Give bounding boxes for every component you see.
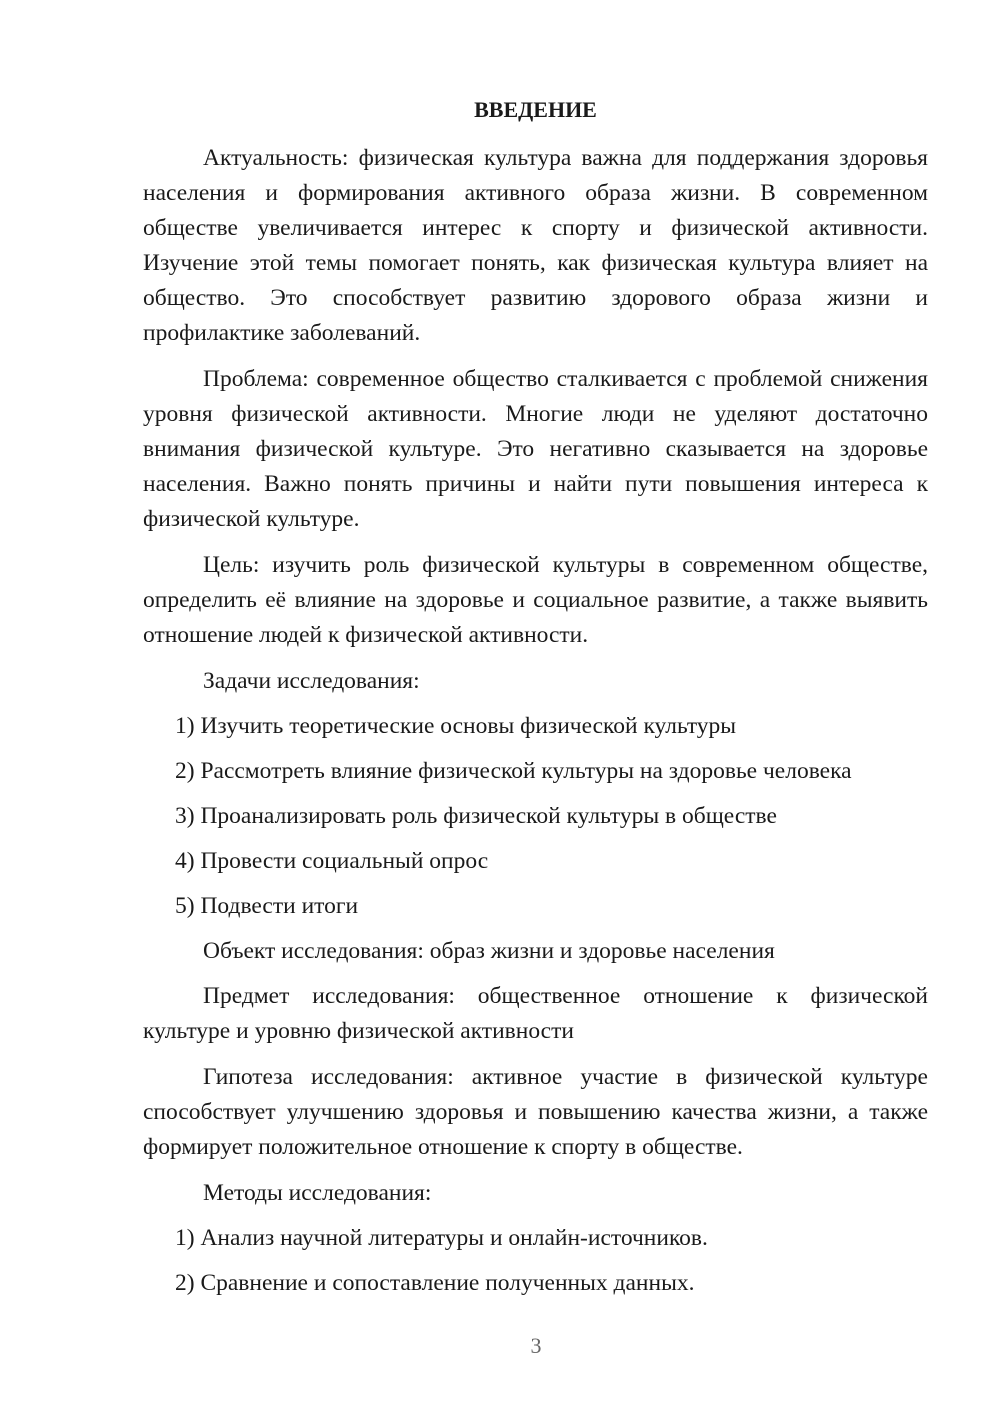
hypothesis-paragraph: Гипотеза исследования: активное участие в физической культуре способствует улучшению здоровья и повышению качества жизни, а также формирует положительное отношение к спорту в обществе.: [143, 1064, 928, 1160]
methods-heading: Методы исследования:: [203, 1180, 432, 1206]
list-item: 2) Рассмотреть влияние физической культуры на здоровье человека: [175, 758, 852, 784]
list-item: 3) Проанализировать роль физической культуры в обществе: [175, 803, 777, 829]
tasks-list: [143, 709, 928, 924]
section-title: ВВЕДЕНИЕ: [474, 97, 597, 122]
list-item: 1) Анализ научной литературы и онлайн-источников.: [175, 1225, 708, 1251]
problem-paragraph: Проблема: современное общество сталкивается с проблемой снижения уровня физической активности. Многие люди не уделяют достаточно внимания физической культуре. Это негативно сказывается на здоровье населения. Важно понять причины и найти пути повышения интереса к физической культуре.: [143, 366, 928, 532]
list-item: 4) Провести социальный опрос: [175, 848, 489, 874]
list-item: 2) Сравнение и сопоставление полученных данных.: [175, 1270, 695, 1296]
document-body: [143, 92, 928, 1311]
object-paragraph: Объект исследования: образ жизни и здоровье населения: [203, 938, 775, 964]
list-item: 1) Изучить теоретические основы физической культуры: [175, 713, 737, 739]
list-item: 5) Подвести итоги: [175, 893, 359, 919]
page-number: 3: [530, 1333, 542, 1358]
tasks-heading: Задачи исследования:: [203, 668, 420, 694]
goal-paragraph: Цель: изучить роль физической культуры в современном обществе, определить её влияние на здоровье и социальное развитие, а также выявить отношение людей к физической активности.: [143, 552, 928, 648]
relevance-paragraph: Актуальность: физическая культура важна для поддержания здоровья населения и формирования активного образа жизни. В современном обществе увеличивается интерес к спорту и физической активности. Изучение этой темы помогает понять, как физическая культура влияет на общество. Это способствует развитию здорового образа жизни и профилактике заболеваний.: [143, 145, 928, 346]
methods-list: [143, 1221, 928, 1301]
subject-paragraph: Предмет исследования: общественное отношение к физической культуре и уровню физической активности: [143, 983, 928, 1044]
